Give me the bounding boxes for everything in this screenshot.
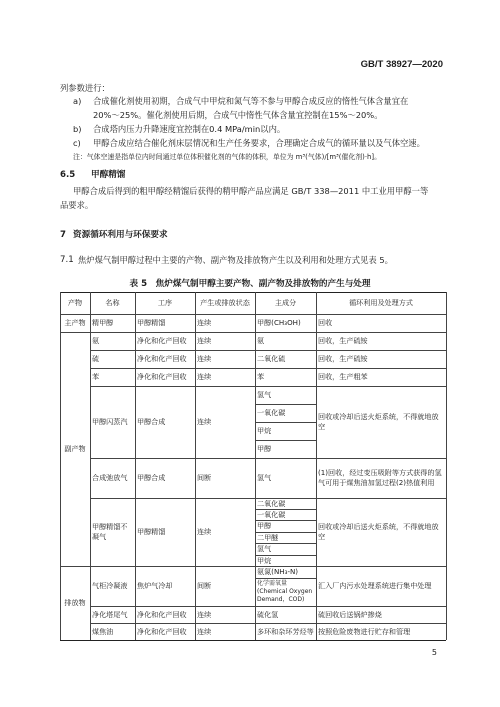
group-label-emission: 排放物	[64, 598, 86, 607]
section-title: 甲醇精馏	[91, 170, 126, 180]
table-cell-name: 硫	[92, 354, 100, 363]
table-cell-treatment: 回收或冷却后送火炬系统，不得就地放空	[318, 522, 439, 541]
table-cell-component: 一氧化碳	[257, 509, 286, 519]
column-divider	[255, 292, 256, 640]
column-divider	[90, 292, 91, 640]
column-divider	[316, 292, 317, 640]
table-cell-component: 氢气	[257, 473, 272, 482]
table-cell-component: 苯	[257, 372, 265, 381]
table-cell-component: 一氧化碳	[257, 408, 286, 417]
table-cell-treatment: 回收，生产硫铵	[318, 354, 368, 363]
table-cell-state: 连续	[197, 527, 212, 536]
table-cell-state: 连续	[197, 626, 212, 636]
intro-text: 列参数进行：	[60, 83, 110, 93]
list-marker: b)	[73, 124, 82, 134]
table-bottom-border	[60, 640, 446, 641]
list-item-text: 20%～25%。催化剂使用后期，合成气中惰性气体含量宜控制在15%～20%。	[93, 110, 383, 120]
column-header: 产生或排放状态	[200, 298, 250, 307]
table-cell-state: 连续	[197, 354, 212, 363]
table-cell-component: 氢气	[257, 544, 272, 553]
table-cell-name: 甲醇精馏不凝气	[92, 522, 128, 541]
table-cell-treatment: 回收或冷却后送火炬系统，不得就地放空	[318, 412, 439, 431]
table-cell-process: 甲醇合成	[137, 417, 166, 426]
column-header: 名称	[105, 298, 120, 307]
table-cell-process: 净化和化产回收	[137, 336, 187, 345]
table-cell-name: 氨	[92, 336, 100, 345]
table-cell-process: 净化和化产回收	[137, 626, 187, 636]
column-divider	[135, 292, 136, 640]
table-cell-component: 二氧化硫	[257, 354, 286, 363]
table-cell-treatment: 回收，生产硫铵	[318, 336, 368, 345]
table-cell-treatment: 按照危险废物进行贮存和管理	[318, 626, 411, 636]
table-cell-name: 净化塔尾气	[92, 609, 128, 619]
column-divider	[195, 292, 196, 640]
table-cell-state: 间断	[197, 473, 212, 482]
section-number: 7	[60, 230, 66, 240]
table-cell-state: 连续	[197, 336, 212, 345]
table-cell-component: 甲烷	[257, 426, 272, 435]
list-item-text: 甲醇合成应结合催化剂床层情况和生产任务要求，合理确定合成气的循环量以及气体空速。	[93, 138, 425, 148]
table-cell-state: 连续	[197, 318, 212, 327]
table-cell-component: 甲醇	[257, 521, 272, 530]
paragraph-text: 品要求。	[60, 200, 94, 210]
section-number: 7.1	[60, 255, 74, 265]
section-title: 资源循环利用与环保要求	[73, 230, 168, 240]
group-label-main-product: 主产物	[64, 318, 86, 327]
table-cell-state: 间断	[197, 581, 212, 590]
list-item-text: 合成塔内压力升降速度宜控制在0.4 MPa/min以内。	[93, 124, 286, 134]
table-cell-treatment: (1)回收，经过变压吸附等方式获得的氢气可用于煤焦油加氢过程(2)热值利用	[318, 468, 442, 487]
table-cell-process: 净化和化产回收	[137, 354, 187, 363]
section-number: 6.5	[60, 170, 76, 180]
group-label-by-product: 副产物	[64, 444, 86, 453]
column-header: 主成分	[274, 298, 297, 307]
table-cell-state: 连续	[197, 417, 212, 426]
list-marker: c)	[73, 138, 81, 148]
table-cell-component: 甲烷	[257, 555, 272, 565]
paragraph-text: 焦炉煤气制甲醇过程中主要的产物、副产物及排放物产生以及利用和处理方式见表 5。	[78, 255, 393, 265]
standard-code: GB/T 38927—2020	[360, 59, 443, 70]
table-right-border	[446, 292, 447, 640]
table-cell-name: 气柜冷凝液	[92, 581, 128, 590]
page-number: 5	[431, 648, 437, 657]
column-header: 产物	[67, 298, 83, 307]
table-cell-treatment: 硫回收后送锅炉掺烧	[318, 609, 382, 619]
table-cell-component: 甲醇	[257, 444, 272, 453]
list-marker: a)	[73, 96, 82, 106]
table-cell-component: 硫化氢	[257, 609, 279, 619]
table-cell-state: 连续	[197, 609, 212, 619]
table-cell-component: 化学需氧量(Chemical Oxygen Demand，COD)	[257, 580, 313, 603]
table-cell-component: 甲醇(CH₃OH)	[257, 318, 301, 327]
table-cell-process: 甲醇精馏	[137, 318, 166, 327]
table-cell-process: 焦炉气冷却	[137, 581, 173, 590]
table-cell-treatment: 汇入厂内污水处理系统进行集中处理	[318, 581, 432, 590]
table-cell-treatment: 回收，生产粗苯	[318, 372, 368, 381]
list-item-text: 合成催化剂使用初期，合成气中甲烷和氮气等不参与甲醇合成反应的惰性气体含量宜在	[93, 96, 409, 106]
table-cell-name: 精甲醇	[92, 318, 114, 327]
table-cell-component: 氨氮(NH₃-N)	[257, 567, 299, 576]
table-cell-component: 二甲醚	[257, 532, 279, 542]
table-cell-component: 二氧化碳	[257, 498, 286, 508]
table-caption: 表 5 焦炉煤气制甲醇主要产物、副产物及排放物的产生与处理	[129, 279, 371, 289]
table-cell-name: 苯	[92, 372, 100, 381]
table-cell-process: 净化和化产回收	[137, 372, 187, 381]
table-cell-name: 合成弛放气	[92, 473, 128, 482]
table-cell-name: 煤焦油	[92, 626, 114, 636]
table-cell-treatment: 回收	[318, 318, 333, 327]
table-cell-component: 氨	[257, 336, 265, 345]
table-cell-process: 甲醇精馏	[137, 527, 166, 536]
table-cell-name: 甲醇闪蒸汽	[92, 417, 128, 426]
table-cell-state: 连续	[197, 372, 212, 381]
paragraph-text: 甲醇合成后得到的粗甲醇经精馏后获得的精甲醇产品应满足 GB/T 338—2011 中工业用甲醇一等	[73, 186, 429, 196]
table-cell-process: 净化和化产回收	[137, 609, 187, 619]
table-cell-component: 氢气	[257, 390, 272, 399]
table-cell-component: 多环和杂环芳烃等	[257, 626, 314, 636]
note-text: 注：气体空速是指单位内时间通过单位体积催化剂的气体的体积，单位为 m³(气体)/[m³(催化剂)·h]。	[73, 153, 381, 161]
table	[60, 292, 446, 640]
table-cell-process: 甲醇合成	[137, 473, 166, 482]
column-header: 循环利用及处理方式	[349, 298, 413, 307]
column-header: 工序	[157, 298, 173, 307]
